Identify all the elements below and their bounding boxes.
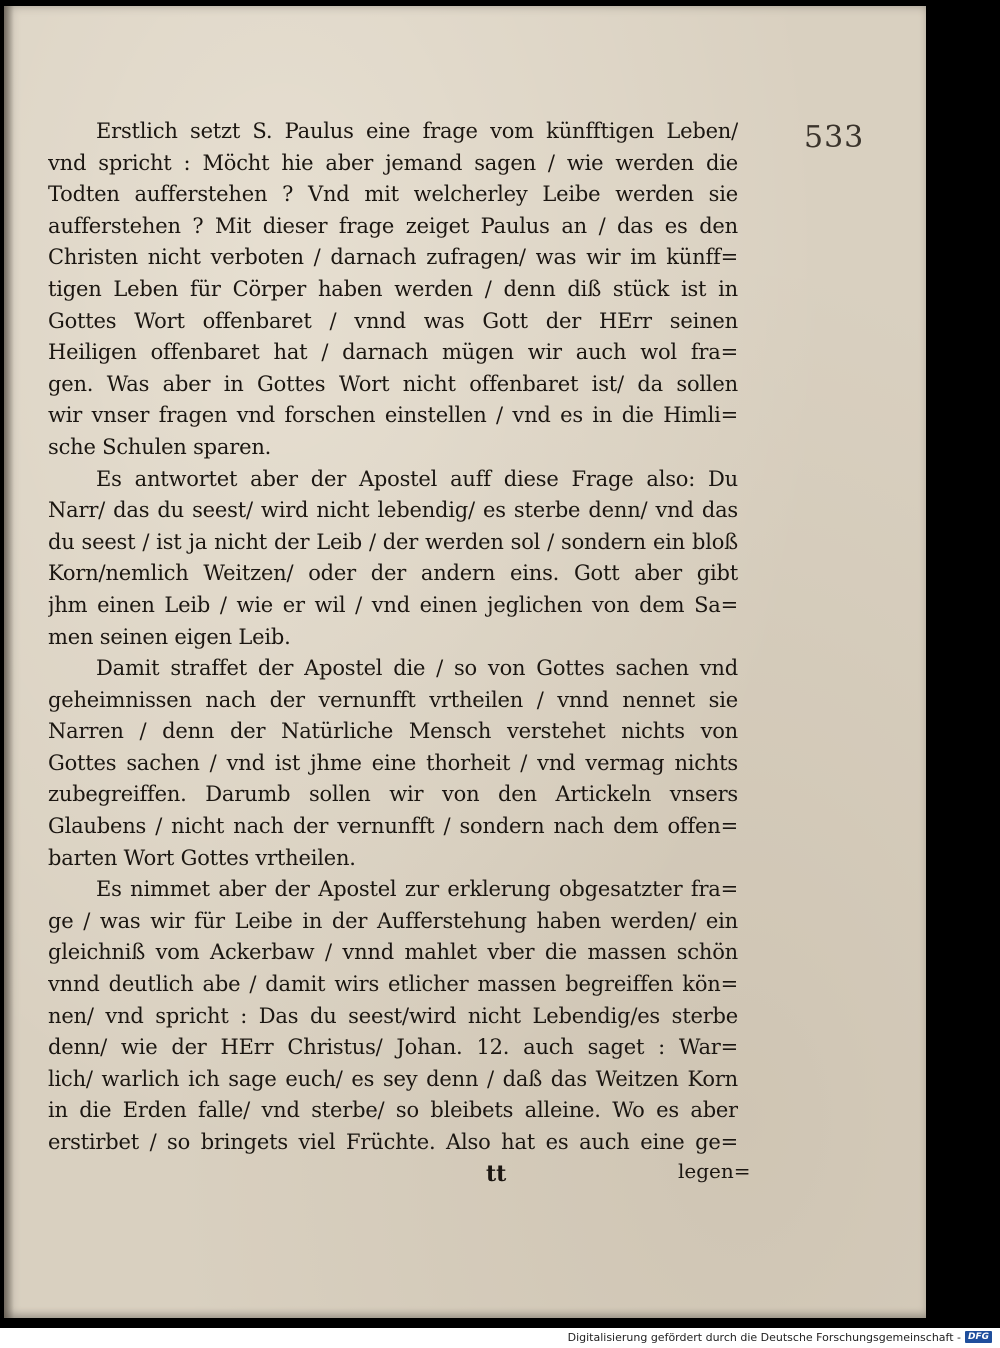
text-line: Damit straffet der Apostel die / so von Gottes sachen vnd	[96, 656, 738, 681]
text-line: jhm einen Leib / wie er wil / vnd einen jeglichen von dem Sa=	[48, 592, 738, 617]
text-line: Heiligen offenbaret hat / darnach mügen wir auch wol fra=	[48, 340, 738, 365]
text-line: barten Wort Gottes vrtheilen.	[48, 845, 356, 870]
text-line: Christen nicht verboten / darnach zufragen/ was wir im künff=	[48, 245, 738, 270]
text-line: gleichniß vom Ackerbaw / vnnd mahlet vber die massen schön	[48, 940, 738, 965]
text-line: zubegreiffen. Darumb sollen wir von den Artickeln vnsers	[48, 782, 738, 807]
paragraph	[48, 874, 738, 1158]
book-page	[4, 6, 926, 1318]
text-line: tigen Leben für Cörper haben werden / denn diß stück ist in	[48, 276, 738, 301]
text-line: aufferstehen ? Mit dieser frage zeiget Paulus an / das es den	[48, 213, 738, 238]
text-line: geheimnissen nach der vernunfft vrtheilen / vnnd nennet sie	[48, 687, 738, 712]
paragraph	[48, 464, 738, 654]
text-line: Erstlich setzt S. Paulus eine frage vom künfftigen Leben/	[96, 119, 738, 143]
signature-mark: tt	[486, 1161, 507, 1187]
text-line: Glaubens / nicht nach der vernunfft / sondern nach dem offen=	[48, 814, 738, 839]
text-line: Es nimmet aber der Apostel zur erklerung obgesatzter fra=	[96, 877, 738, 902]
text-line: in die Erden falle/ vnd sterbe/ so bleibets alleine. Wo es aber	[48, 1098, 738, 1123]
text-line: gen. Was aber in Gottes Wort nicht offenbaret ist/ da sollen	[48, 371, 738, 396]
text-line: ge / was wir für Leibe in der Aufferstehung haben werden/ ein	[48, 908, 738, 933]
text-line: sche Schulen sparen.	[48, 434, 272, 459]
text-line: Gottes Wort offenbaret / vnnd was Gott der HErr seinen	[48, 308, 738, 333]
text-line: men seinen eigen Leib.	[48, 624, 291, 649]
page-edge-shadow	[4, 6, 14, 1318]
page-number: 533	[804, 120, 865, 155]
paragraph	[48, 653, 738, 874]
text-line: du seest / ist ja nicht der Leib / der werden sol / sondern ein bloß	[48, 529, 738, 554]
text-block	[48, 116, 738, 1159]
text-line: Todten aufferstehen ? Vnd mit welcherley Leibe werden sie	[48, 182, 738, 207]
text-line: Es antwortet aber der Apostel auff diese Frage also: Du	[96, 466, 738, 491]
dfg-logo-icon: DFG	[965, 1331, 992, 1343]
paragraph	[48, 116, 738, 464]
text-line: denn/ wie der HErr Christus/ Johan. 12. auch saget : War=	[48, 1035, 738, 1060]
text-line: erstirbet / so bringets viel Früchte. Also hat es auch eine ge=	[48, 1130, 738, 1154]
text-line: Narr/ das du seest/ wird nicht lebendig/ es sterbe denn/ vnd das	[48, 498, 738, 523]
text-line: wir vnser fragen vnd forschen einstellen / vnd es in die Himli=	[48, 403, 738, 428]
footer-text: Digitalisierung gefördert durch die Deutsche Forschungsgemeinschaft -	[567, 1330, 961, 1344]
text-line: lich/ warlich ich sage euch/ es sey denn / daß das Weitzen Korn	[48, 1066, 738, 1091]
catchword: legen=	[678, 1159, 751, 1183]
text-line: Narren / denn der Natürliche Mensch verstehet nichts von	[48, 719, 738, 744]
text-line: Korn/nemlich Weitzen/ oder der andern eins. Gott aber gibt	[48, 561, 738, 586]
text-line: vnd spricht : Möcht hie aber jemand sagen / wie werden die	[48, 150, 738, 175]
footer	[568, 1328, 992, 1346]
text-line: Gottes sachen / vnd ist jhme eine thorheit / vnd vermag nichts	[48, 750, 738, 775]
text-line: vnnd deutlich abe / damit wirs etlicher massen begreiffen kön=	[48, 972, 738, 997]
text-line: nen/ vnd spricht : Das du seest/wird nicht Lebendig/es sterbe	[48, 1003, 738, 1028]
